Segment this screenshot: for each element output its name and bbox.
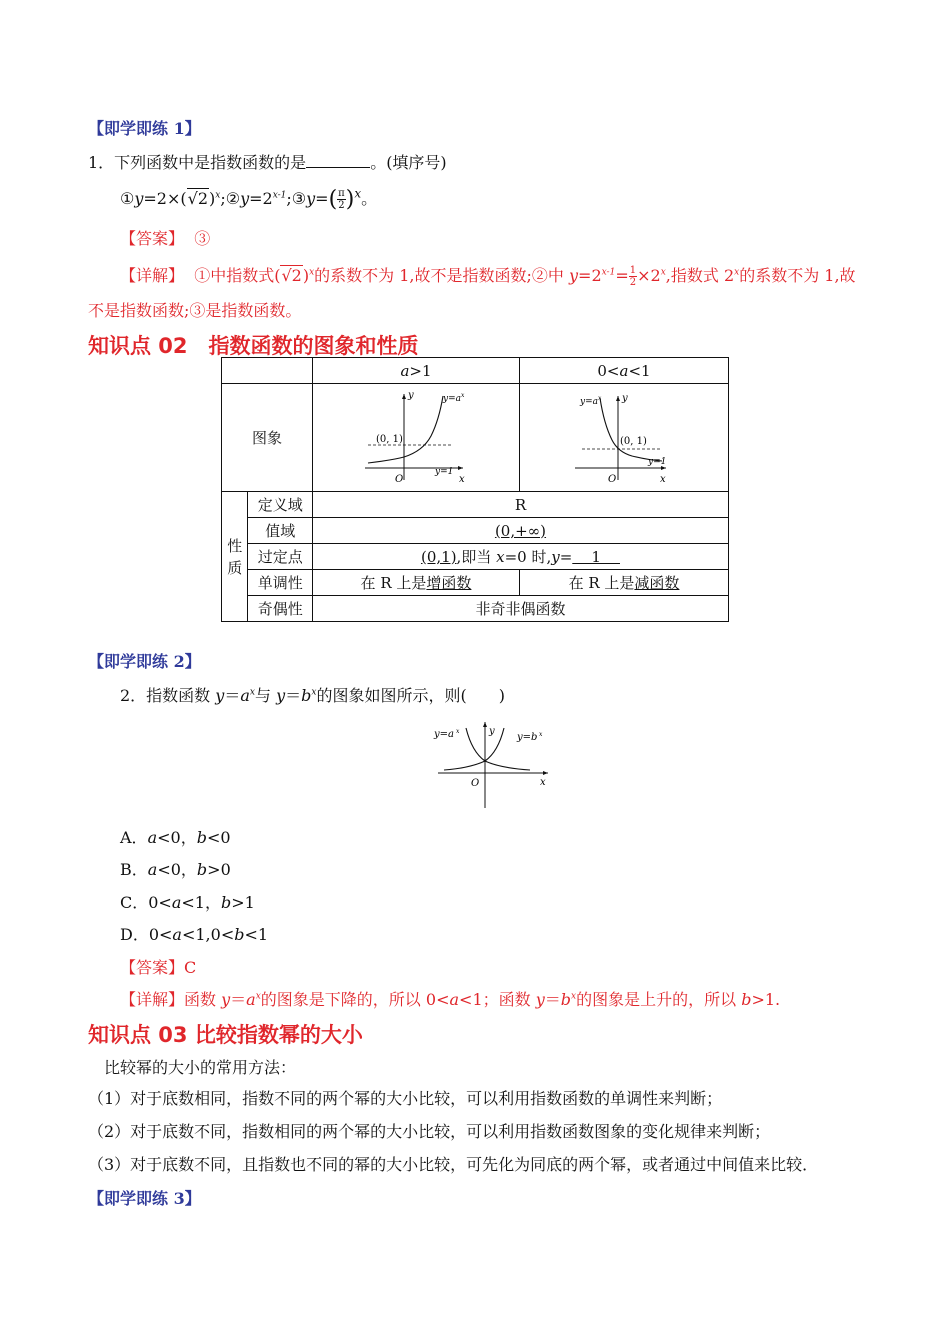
- text-segment: 在 R 上是: [568, 574, 635, 592]
- frac-den: 2: [629, 277, 637, 288]
- text-segment: <1: [244, 925, 269, 944]
- kp03-title: 知识点 03 比较指数幂的大小: [88, 1023, 363, 1047]
- row-label-monotonicity: 单调性: [248, 570, 313, 596]
- practice1-question: [88, 150, 447, 173]
- graph-decreasing: [520, 384, 728, 487]
- asymptote-label: y=1: [647, 457, 667, 467]
- var-a: a: [171, 893, 182, 912]
- practice2-question: [120, 683, 505, 706]
- text-segment: <0，: [157, 828, 197, 847]
- point-label: (0, 1): [619, 436, 647, 447]
- axis-x-label: x: [659, 474, 666, 485]
- exp-x: x: [255, 991, 261, 1002]
- exp-x: x: [215, 190, 221, 201]
- text-segment: =: [615, 266, 629, 285]
- right-curve-label: y=b: [517, 732, 538, 743]
- increasing-text: 增函数: [426, 574, 472, 592]
- var-y: y: [134, 189, 144, 208]
- text-segment: ): [209, 189, 216, 208]
- option-letter: B．: [120, 860, 148, 879]
- exp-x: x: [354, 186, 362, 201]
- answer-blank: [306, 153, 370, 168]
- text-segment: 的图象是上升的，所以: [576, 990, 742, 1009]
- kp03-item-3: （3）对于底数不同，且指数也不同的幂的大小比较，可先化为同底的两个幂，或者通过中间值来比较．: [88, 1155, 819, 1174]
- exp-x: x: [571, 991, 577, 1002]
- var-y: y: [240, 189, 250, 208]
- option-c[interactable]: [120, 890, 255, 913]
- exp-function-property-table: [221, 357, 729, 622]
- kp03-item-1: （1）对于底数相同，指数不同的两个幂的大小比较，可以利用指数函数的单调性来判断；: [88, 1089, 723, 1108]
- var-a: a: [449, 990, 460, 1009]
- text-segment: <1；函数: [459, 990, 536, 1009]
- pi-over-two: [337, 188, 346, 211]
- var-a: a: [619, 361, 629, 380]
- text-segment: =: [315, 189, 329, 208]
- asymptote-label: y=1: [434, 467, 454, 477]
- text-segment: <1，: [181, 893, 221, 912]
- option-letter: C．0<: [120, 893, 172, 912]
- text-segment: =2×(: [143, 189, 187, 208]
- var-y: y: [221, 990, 231, 1009]
- practice1-options: $①y=2\times(√2)^x;②y=2^{x-1};③y=$( $\frac{\pi}{2})^x$。: [120, 186, 378, 212]
- domain-value: R: [312, 492, 728, 518]
- var-b: b: [301, 686, 312, 705]
- origin-label: O: [394, 474, 404, 485]
- text-segment: >1.: [751, 990, 781, 1009]
- var-b: b: [234, 925, 245, 944]
- point-text: (0,1): [420, 548, 457, 566]
- origin-label: O: [471, 778, 480, 789]
- props-char-1: 性: [227, 536, 243, 555]
- text-segment: =0 时,: [504, 548, 552, 566]
- frac-den: 2: [338, 200, 345, 211]
- decreasing-text: 减函数: [634, 574, 680, 592]
- range-text: (0,+∞): [494, 521, 547, 540]
- text-segment: 的图象如图所示，则( ): [316, 686, 505, 705]
- axis-y-label: y: [489, 726, 495, 737]
- var-b: b: [196, 860, 208, 879]
- text-segment: 的系数不为 1,故不是指数函数;②中: [314, 266, 569, 285]
- text-segment: >1: [409, 361, 432, 380]
- var-a: a: [147, 828, 158, 847]
- monotonicity-decreasing: [519, 570, 728, 596]
- text-segment: 2．指数函数: [120, 686, 216, 705]
- text-segment: ①中指数式(: [194, 266, 281, 285]
- text-segment: =2: [578, 266, 602, 285]
- y-value: 1: [572, 548, 620, 566]
- var-a: a: [400, 361, 410, 380]
- text-segment: 。: [361, 189, 378, 208]
- option2-marker: ;②: [220, 189, 241, 208]
- var-y: y: [276, 686, 286, 705]
- half-fraction: [629, 265, 637, 288]
- practice1-answer: [120, 226, 210, 249]
- axis-x-label: x: [540, 777, 546, 788]
- var-y: y: [551, 548, 560, 566]
- option3-marker: ;③: [286, 189, 307, 208]
- frac-num: π: [338, 188, 345, 199]
- range-value: [312, 518, 728, 544]
- text-segment: 的图象是下降的，所以 0<: [260, 990, 450, 1009]
- exp-x: x: [249, 687, 255, 698]
- function-exp: x: [597, 395, 602, 402]
- axis-y-label: y: [407, 390, 414, 401]
- sqrt-two: √2: [187, 189, 208, 208]
- detail-label: 【详解】: [120, 990, 185, 1009]
- exp-x-minus-1: x-1: [601, 267, 616, 278]
- var-y: y: [568, 266, 579, 285]
- practice2-answer: [120, 955, 196, 978]
- question-prefix: 1．下列函数中是指数函数的是: [88, 153, 307, 172]
- text-segment: ＝: [544, 990, 561, 1009]
- var-b: b: [741, 990, 752, 1009]
- text-segment: ＝: [224, 686, 241, 705]
- sqrt-two: √2: [281, 266, 302, 285]
- text-segment: <0: [206, 828, 231, 847]
- option-letter: A．: [120, 828, 148, 847]
- var-a: a: [246, 990, 256, 1009]
- var-y: y: [535, 990, 545, 1009]
- practice2-graph: [430, 718, 555, 813]
- var-a: a: [172, 925, 182, 944]
- row-label-fixed-point: 过定点: [248, 544, 313, 570]
- var-b: b: [196, 828, 207, 847]
- col-header-a-gt-1: [312, 358, 519, 384]
- var-b: b: [220, 893, 232, 912]
- practice3-heading: 【即学即练 3】: [88, 1189, 201, 1208]
- origin-label: O: [607, 474, 617, 485]
- text-segment: =: [559, 548, 573, 566]
- graph-increasing: [313, 384, 519, 487]
- properties-label: [222, 492, 248, 622]
- frac-num: 1: [629, 265, 637, 276]
- row-label-range: 值域: [248, 518, 313, 544]
- axis-y-label: y: [621, 393, 628, 404]
- monotonicity-increasing: [312, 570, 519, 596]
- row-label-parity: 奇偶性: [248, 596, 313, 622]
- practice2-heading: 【即学即练 2】: [88, 652, 201, 671]
- var-y: y: [306, 189, 316, 208]
- col-header-a-between-0-1: [519, 358, 728, 384]
- option-b[interactable]: [120, 857, 231, 880]
- exp-x-minus-1: x-1: [272, 190, 287, 201]
- exp-x: x: [309, 267, 315, 278]
- function-label: y=a: [579, 397, 598, 407]
- graph-cell-decreasing: [519, 384, 728, 492]
- text-segment: ＝: [285, 686, 302, 705]
- text-segment: <1,0<: [181, 925, 235, 944]
- text-segment: ×2: [637, 266, 661, 285]
- question-suffix: 。(填序号): [370, 153, 447, 172]
- text-segment: 的系数不为 1,故: [739, 266, 856, 285]
- function-label: y=a: [442, 394, 461, 404]
- kp02-title: 知识点 02 指数函数的图象和性质: [88, 334, 419, 358]
- row-label-domain: 定义域: [248, 492, 313, 518]
- parity-value: 非奇非偶函数: [312, 596, 728, 622]
- text-segment: ,即当: [456, 548, 497, 566]
- text-segment: 0<: [597, 361, 620, 380]
- function-exp: x: [460, 392, 465, 399]
- table-corner: [222, 358, 313, 384]
- practice1-detail-line1: [120, 263, 856, 288]
- detail-label: 【详解】: [120, 266, 185, 285]
- answer-label: 【答案】: [120, 958, 185, 977]
- var-a: a: [147, 860, 158, 879]
- practice2-detail: [120, 987, 780, 1010]
- practice1-detail-line2: 不是指数函数;③是指数函数。: [88, 301, 302, 320]
- row-label-graph: 图象: [222, 384, 313, 492]
- answer-value: ③: [194, 229, 211, 248]
- text-segment: >1: [231, 893, 255, 912]
- exp-x: x: [734, 267, 740, 278]
- kp03-intro: 比较幂的大小的常用方法：: [104, 1058, 297, 1077]
- point-label: (0, 1): [375, 434, 403, 445]
- kp03-item-2: （2）对于底数不同，指数相同的两个幂的大小比较，可以利用指数函数图象的变化规律来判断；: [88, 1122, 771, 1141]
- text-segment: <0，: [157, 860, 197, 879]
- var-a: a: [240, 686, 250, 705]
- props-char-2: 质: [227, 558, 243, 577]
- exp-x: x: [311, 687, 317, 698]
- answer-value: C: [184, 958, 197, 977]
- text-segment: ): [302, 266, 310, 285]
- text-segment: 与: [254, 686, 277, 705]
- option-letter: D．0<: [120, 925, 173, 944]
- graph-cell-increasing: [312, 384, 519, 492]
- var-y: y: [215, 686, 225, 705]
- text-segment: ,指数式 2: [665, 266, 735, 285]
- text-segment: =2: [249, 189, 273, 208]
- text-segment: <1: [628, 361, 651, 380]
- left-curve-exp: x: [456, 728, 460, 735]
- text-segment: 在 R 上是: [360, 574, 427, 592]
- text-segment: >0: [207, 860, 231, 879]
- var-x: x: [496, 548, 505, 566]
- practice1-heading: 【即学即练 1】: [88, 119, 201, 138]
- option-a[interactable]: [120, 825, 231, 848]
- exp-x: x: [660, 267, 666, 278]
- text-segment: 函数: [184, 990, 222, 1009]
- right-curve-exp: x: [539, 731, 543, 738]
- left-curve-label: y=a: [434, 729, 454, 740]
- option-d[interactable]: [120, 922, 268, 945]
- text-segment: ＝: [230, 990, 247, 1009]
- answer-label: 【答案】: [120, 229, 185, 248]
- var-b: b: [560, 990, 572, 1009]
- axis-x-label: x: [458, 474, 465, 485]
- option1-marker: ①: [120, 189, 135, 208]
- fixed-point-value: [312, 544, 728, 570]
